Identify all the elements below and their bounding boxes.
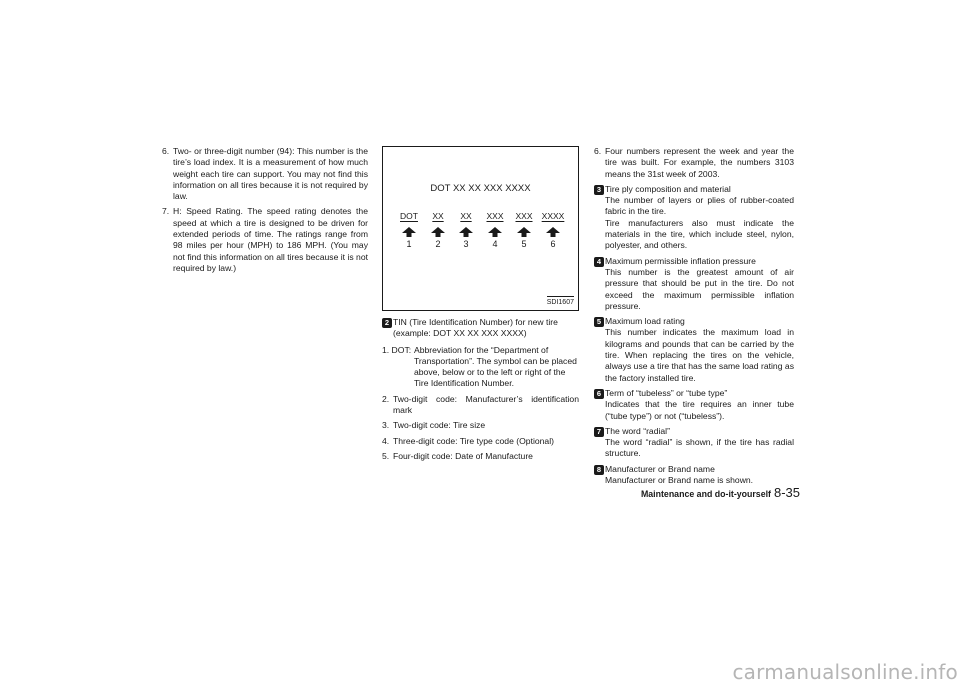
segment-week: XXX 5: [515, 211, 533, 250]
list-item: 7 The word “radial” The word “radial” is shown, if the tire has radial structure.: [594, 426, 794, 460]
segment-date: XXXX 6: [541, 211, 565, 250]
item-number: 6.: [162, 146, 170, 156]
arrow-up-icon: [546, 227, 560, 237]
arrow-up-icon: [488, 227, 502, 237]
segment-size: XX 3: [460, 211, 472, 250]
column-middle: [382, 314, 579, 466]
item-text: H: Speed Rating. The speed rating denotes the speed at which a tire is designed to be driven for extended periods of time. The ratings range from 98 miles per hour (MPH) to 186 MPH. (You may not find this information on all tires because it is not required by law.): [173, 206, 368, 273]
segment-manufacturer: XX 2: [432, 211, 444, 250]
list-item: 1. DOT: Abbreviation for the “Department of Transportation”. The symbol can be placed above, below or to the left or right of the Tire Identification Number.: [382, 344, 577, 389]
column-left: [162, 146, 368, 278]
marker-badge: 7: [594, 427, 604, 437]
list-item: 5 Maximum load rating This number indicates the maximum load in kilograms and pounds that can be carried by the tire. When replacing the tires on the vehicle, always use a tire that has the same load rating as the factory installed tire.: [594, 316, 794, 384]
arrow-up-icon: [459, 227, 473, 237]
list-item: 4 Maximum permissible inflation pressure This number is the greatest amount of air pressure that should be put in the tire. Do not exceed the maximum permissible inflation pressure.: [594, 256, 794, 312]
figure-caption: 2 TIN (Tire Identification Number) for new tire (example: DOT XX XX XXX XXXX): [382, 317, 579, 340]
item-text: Two- or three-digit number (94): This number is the tire’s load index. It is a measurement of how much weight each tire can support. You may not find this information on all tires because it is not required by law.: [173, 146, 368, 202]
marker-badge: 3: [594, 185, 604, 195]
section-title: Maintenance and do-it-yourself: [640, 489, 771, 499]
list-item: 5. Four-digit code: Date of Manufacture: [382, 450, 533, 461]
segment-type: XXX 4: [486, 211, 504, 250]
list-item: 6. Four numbers represent the week and year the tire was built. For example, the numbers 3103 means the 31st week of 2003.: [594, 146, 794, 179]
marker-badge: 4: [594, 257, 604, 267]
marker-badge: 2: [382, 318, 392, 328]
list-item: 2. Two-digit code: Manufacturer’s identification mark: [382, 393, 579, 416]
arrow-up-icon: [402, 227, 416, 237]
marker-badge: 6: [594, 389, 604, 399]
list-item: [162, 146, 368, 202]
page-number: 8-35: [773, 485, 800, 500]
watermark: carmanualsonline.info: [732, 659, 958, 684]
figure-code: SDI1607: [547, 296, 574, 308]
tin-figure: [382, 146, 579, 311]
list-item: 3 Tire ply composition and material The number of layers or plies of rubber-coated fabric in the tire. Tire manufacturers also must indicate the materials in the tire, which include steel, nylon, polyester, and others.: [594, 184, 794, 252]
list-item: 6 Term of “tubeless” or “tube type” Indicates that the tire requires an inner tube (“tube type”) or not (“tubeless”).: [594, 388, 794, 422]
item-number: 7.: [162, 206, 170, 217]
figure-title: DOT XX XX XXX XXXX: [430, 183, 531, 194]
marker-badge: 5: [594, 317, 604, 327]
marker-badge: 8: [594, 465, 604, 475]
list-item: 8 Manufacturer or Brand name Manufacturer or Brand name is shown.: [594, 464, 794, 487]
page-footer: [640, 487, 800, 500]
list-item: 4. Three-digit code: Tire type code (Optional): [382, 435, 554, 446]
segment-dot: DOT 1: [400, 211, 418, 250]
arrow-up-icon: [431, 227, 445, 237]
list-item: [162, 206, 368, 274]
list-item: 3. Two-digit code: Tire size: [382, 420, 486, 431]
column-right: [594, 146, 794, 490]
arrow-up-icon: [517, 227, 531, 237]
